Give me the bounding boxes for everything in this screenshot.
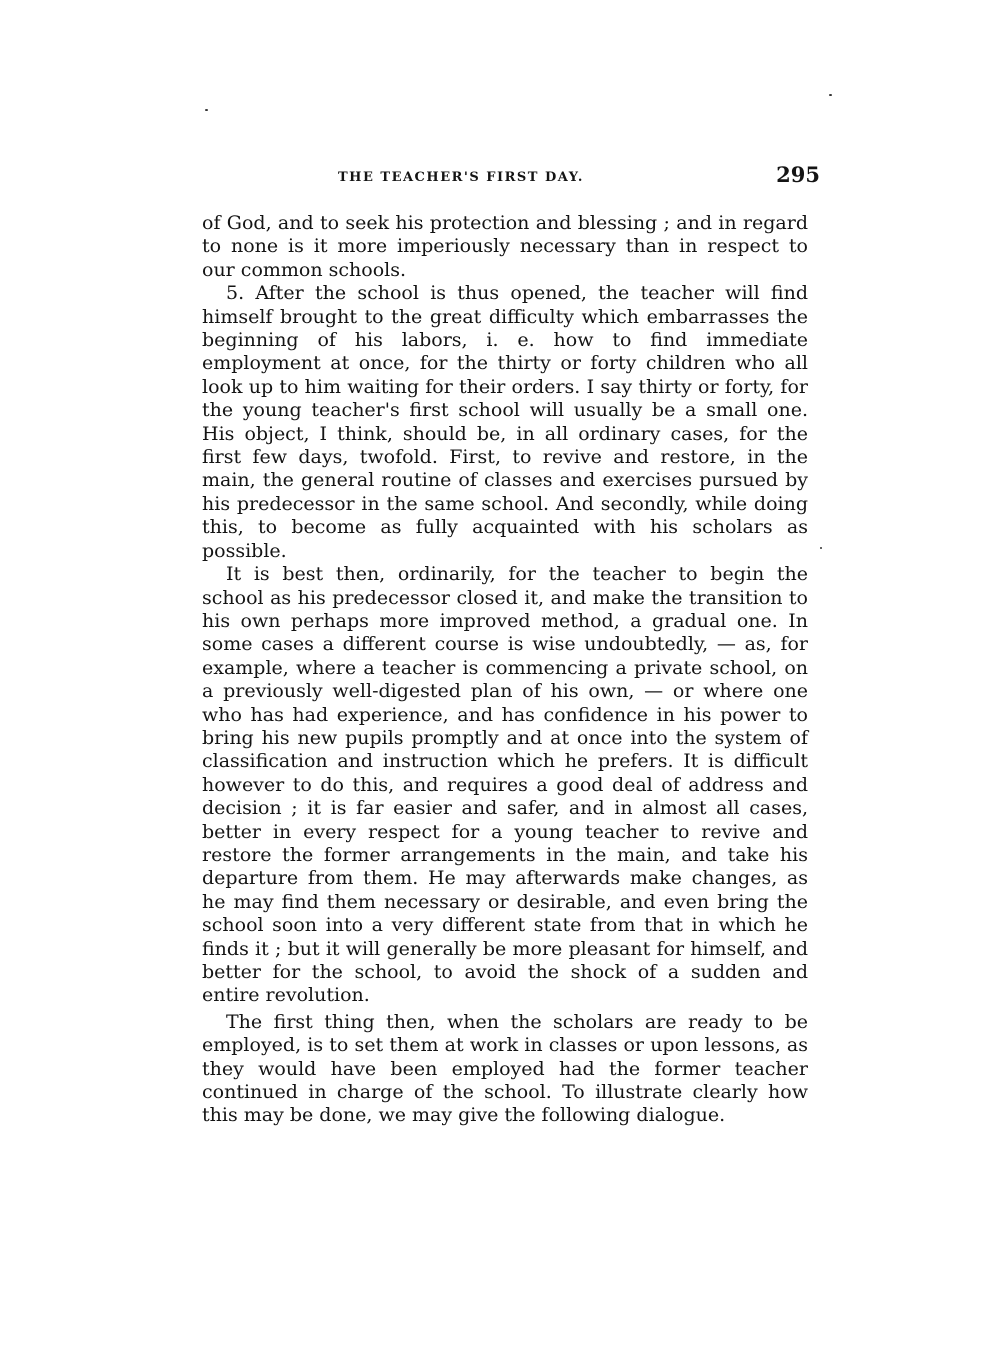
page-number: 295: [776, 162, 820, 187]
paragraph-5-difficulty: 5. After the school is thus opened, the teacher will find himself brought to the great difficulty which embarrasses the beginning of his labors, i. e. how to find immediate employment at once, for the thirty or forty children who all look up to him waiting for their orders. I say thirty or forty, for the young teacher's first school will usually be a small one. His object, I think, should be, in all ordinary cases, for the first few days, twofold. First, to revive and restore, in the main, the general routine of classes and exercises pursued by his predecessor in the same school. And secondly, while doing this, to become as fully acquainted with his scholars as possible.: [202, 282, 808, 562]
body-text: [202, 212, 808, 1128]
paragraph-continuation: of God, and to seek his protection and blessing ; and in regard to none is it more imperiously necessary than in respect to our common schools.: [202, 212, 808, 281]
paragraph-first-thing: The first thing then, when the scholars are ready to be employed, is to set them at work in classes or upon lessons, as they would have been employed had the former teacher continued in charge of the school. To illustrate clearly how this may be done, we may give the following dialogue.: [202, 1010, 808, 1127]
paragraph-begin-as-predecessor: It is best then, ordinarily, for the teacher to begin the school as his predecessor closed it, and make the transition to his own perhaps more improved method, a gradual one. In some cases a different course is wise undoubtedly, — as, for example, where a teacher is commencing a private school, on a previously well-digested plan of his own, — or where one who has had experience, and has confidence in his power to bring his new pupils promptly and at once into the system of classification and instruction which he prefers. It is difficult however to do this, and requires a good deal of address and decision ; it is far easier and safer, and in almost all cases, better in every respect for a young teacher to revive and restore the former arrangements in the main, and take his departure from them. He may afterwards make changes, as he may find them necessary or desirable, and even bring the school soon into a very different state from that in which he finds it ; but it will generally be more pleasant for himself, and better for the school, to avoid the shock of a sudden and entire revolution.: [202, 563, 808, 1007]
scan-speck: [829, 94, 832, 96]
scan-speck: [820, 547, 822, 549]
page-header: [338, 162, 820, 192]
running-title: THE TEACHER'S FIRST DAY.: [338, 170, 584, 185]
scan-speck: [205, 109, 208, 111]
